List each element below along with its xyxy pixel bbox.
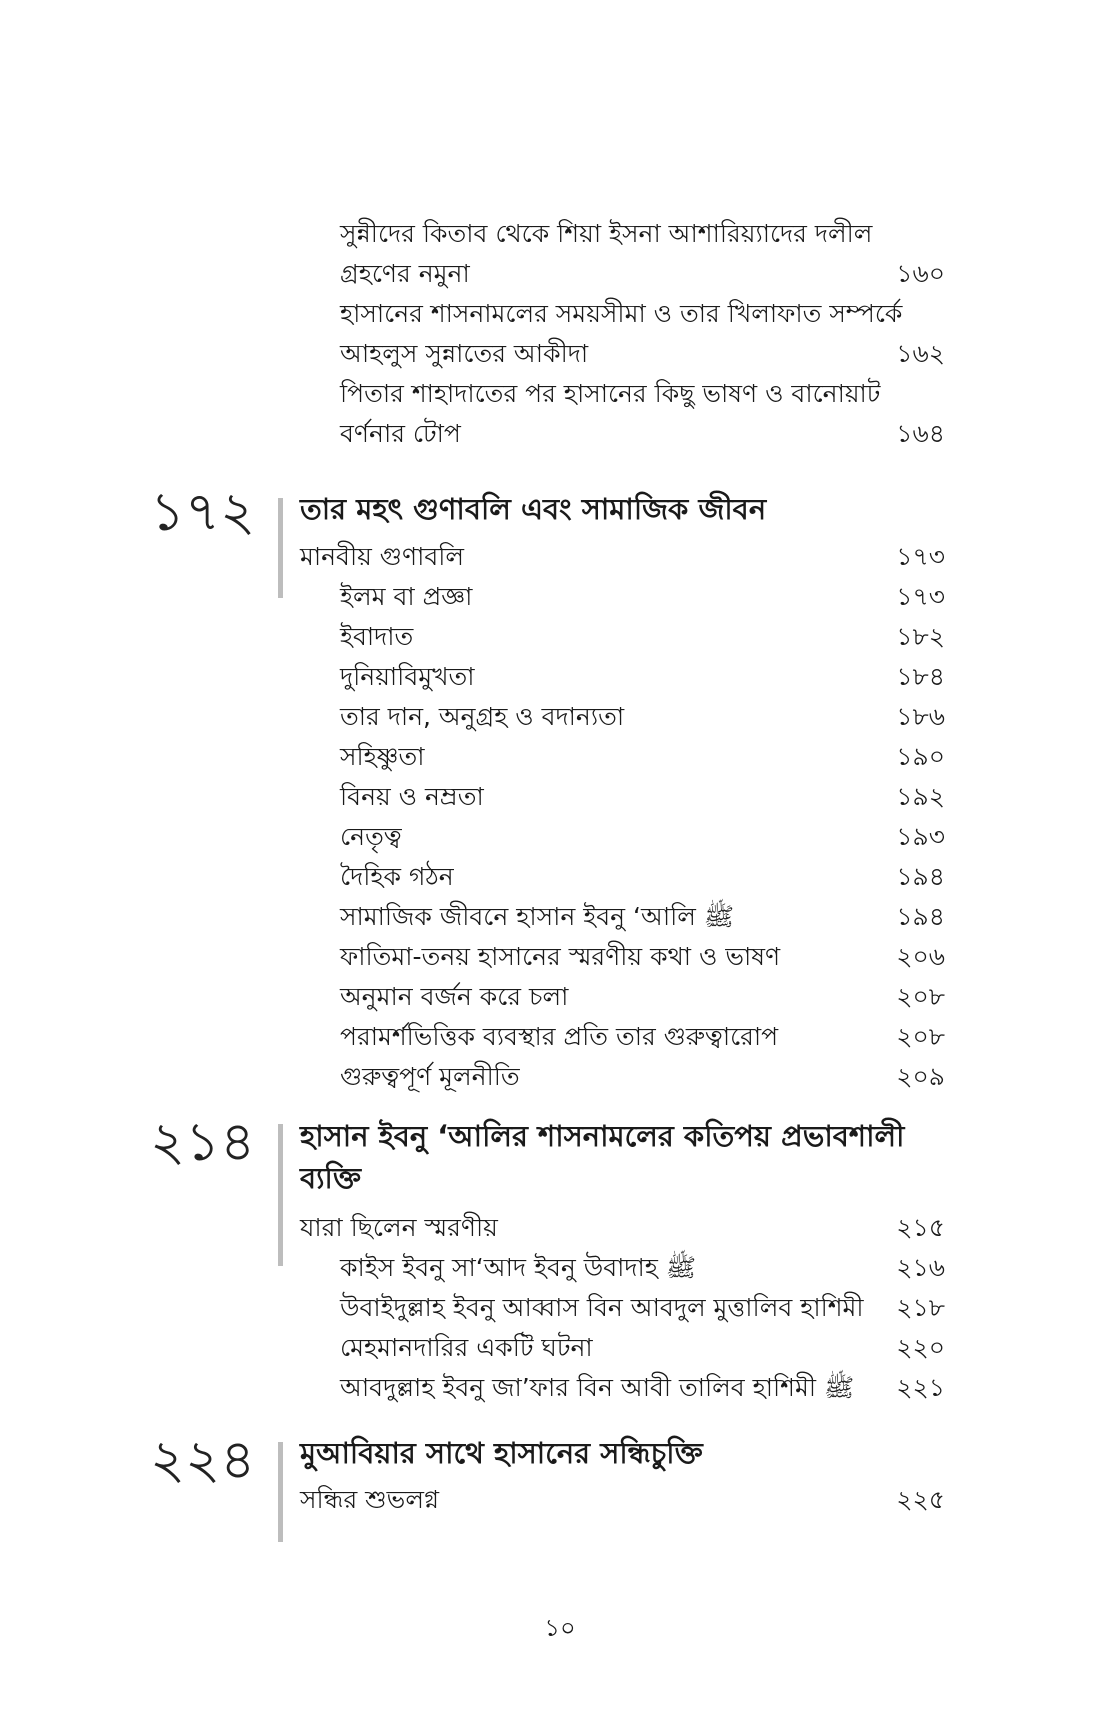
toc-entry: কাইস ইবনু সা‘আদ ইবনু উবাদাহ ﷺ (340, 1253, 697, 1282)
toc-entry: পরামর্শভিত্তিক ব্যবস্থার প্রতি তার গুরুত্বারোপ (340, 1022, 779, 1051)
toc-page-number: ১৬৪ (896, 419, 945, 448)
toc-entry: উবাইদুল্লাহ ইবনু আব্বাস বিন আবদুল মুত্তালিব হাশিমী (340, 1293, 864, 1322)
toc-page-number: ২১৮ (896, 1293, 945, 1322)
chapter-divider (278, 498, 283, 598)
toc-entry: মেহমানদারির একটি ঘটনা (340, 1333, 593, 1362)
toc-page-number: ১৬০ (896, 259, 945, 288)
toc-page-number: ২১৫ (896, 1213, 945, 1242)
toc-page-number: ১৯০ (896, 742, 945, 771)
toc-page-number: ১৭৩ (896, 542, 945, 571)
toc-page-number: ১৯৩ (896, 822, 945, 851)
toc-page-number: ২০৮ (896, 1022, 945, 1051)
toc-page-number: ১৮৪ (896, 662, 945, 691)
toc-page-number: ১৮২ (896, 622, 945, 651)
chapter-divider (278, 1124, 283, 1266)
toc-entry: যারা ছিলেন স্মরণীয় (300, 1213, 498, 1242)
toc-page-number: ১৬২ (896, 339, 945, 368)
toc-page-number: ২২০ (896, 1333, 945, 1362)
toc-page-number: ২২১ (896, 1373, 945, 1402)
chapter-title: হাসান ইবনু ‘আলির শাসনামলের কতিপয় প্রভাবশালী ব্যক্তি (300, 1119, 905, 1195)
chapter-title: মুআবিয়ার সাথে হাসানের সন্ধিচুক্তি (300, 1436, 703, 1470)
toc-entry-line: হাসানের শাসনামলের সময়সীমা ও তার খিলাফাত সম্পর্কে (340, 299, 903, 328)
toc-page-number: ২২৫ (896, 1485, 945, 1514)
toc-entry: দুনিয়াবিমুখতা (340, 662, 475, 691)
chapter-number: ২২৪ (150, 1428, 256, 1491)
chapter-title: তার মহৎ গুণাবলি এবং সামাজিক জীবন (300, 492, 767, 526)
toc-page-number: ২০৬ (896, 942, 945, 971)
toc-entry-line: গ্রহণের নমুনা (340, 259, 470, 288)
toc-entry: তার দান, অনুগ্রহ ও বদান্যতা (340, 702, 625, 731)
toc-page-number: ২১৬ (896, 1253, 945, 1282)
toc-page-number: ১৭৩ (896, 582, 945, 611)
chapter-number: ২১৪ (150, 1110, 256, 1173)
toc-page-number: ২০৮ (896, 982, 945, 1011)
toc-entry: অনুমান বর্জন করে চলা (340, 982, 569, 1011)
toc-page-number: ২০৯ (896, 1062, 945, 1091)
toc-entry: বিনয় ও নম্রতা (340, 782, 484, 811)
toc-entry-line: পিতার শাহাদাতের পর হাসানের কিছু ভাষণ ও বানোয়াট (340, 379, 881, 408)
chapter-divider (278, 1442, 283, 1542)
chapter-number: ১৭২ (150, 480, 256, 543)
toc-entry: গুরুত্বপূর্ণ মূলনীতি (340, 1062, 520, 1091)
toc-entry: ইবাদাত (340, 622, 414, 651)
toc-entry: ফাতিমা-তনয় হাসানের স্মরণীয় কথা ও ভাষণ (340, 942, 781, 971)
toc-entry: আবদুল্লাহ ইবনু জা’ফার বিন আবী তালিব হাশিমী ﷺ (340, 1373, 855, 1402)
toc-entry-line: সুন্নীদের কিতাব থেকে শিয়া ইসনা আশারিয়্যাদের দলীল (340, 219, 873, 248)
toc-page-number: ১৯৪ (896, 902, 945, 931)
toc-entry: সন্ধির শুভলগ্ন (300, 1485, 439, 1514)
toc-page-number: ১৮৬ (896, 702, 945, 731)
toc-entry: ইলম বা প্রজ্ঞা (340, 582, 473, 611)
toc-entry: সামাজিক জীবনে হাসান ইবনু ‘আলি ﷺ (340, 902, 735, 931)
footer-page-number: ১০ (544, 1614, 576, 1642)
toc-entry-line: আহলুস সুন্নাতের আকীদা (340, 339, 589, 368)
toc-entry: মানবীয় গুণাবলি (300, 542, 465, 571)
toc-entry-line: বর্ণনার টোপ (340, 419, 461, 448)
toc-entry: সহিষ্ণুতা (340, 742, 425, 771)
toc-page-number: ১৯৪ (896, 862, 945, 891)
toc-entry: দৈহিক গঠন (340, 862, 454, 891)
toc-entry: নেতৃত্ব (340, 822, 402, 851)
toc-page-number: ১৯২ (896, 782, 945, 811)
